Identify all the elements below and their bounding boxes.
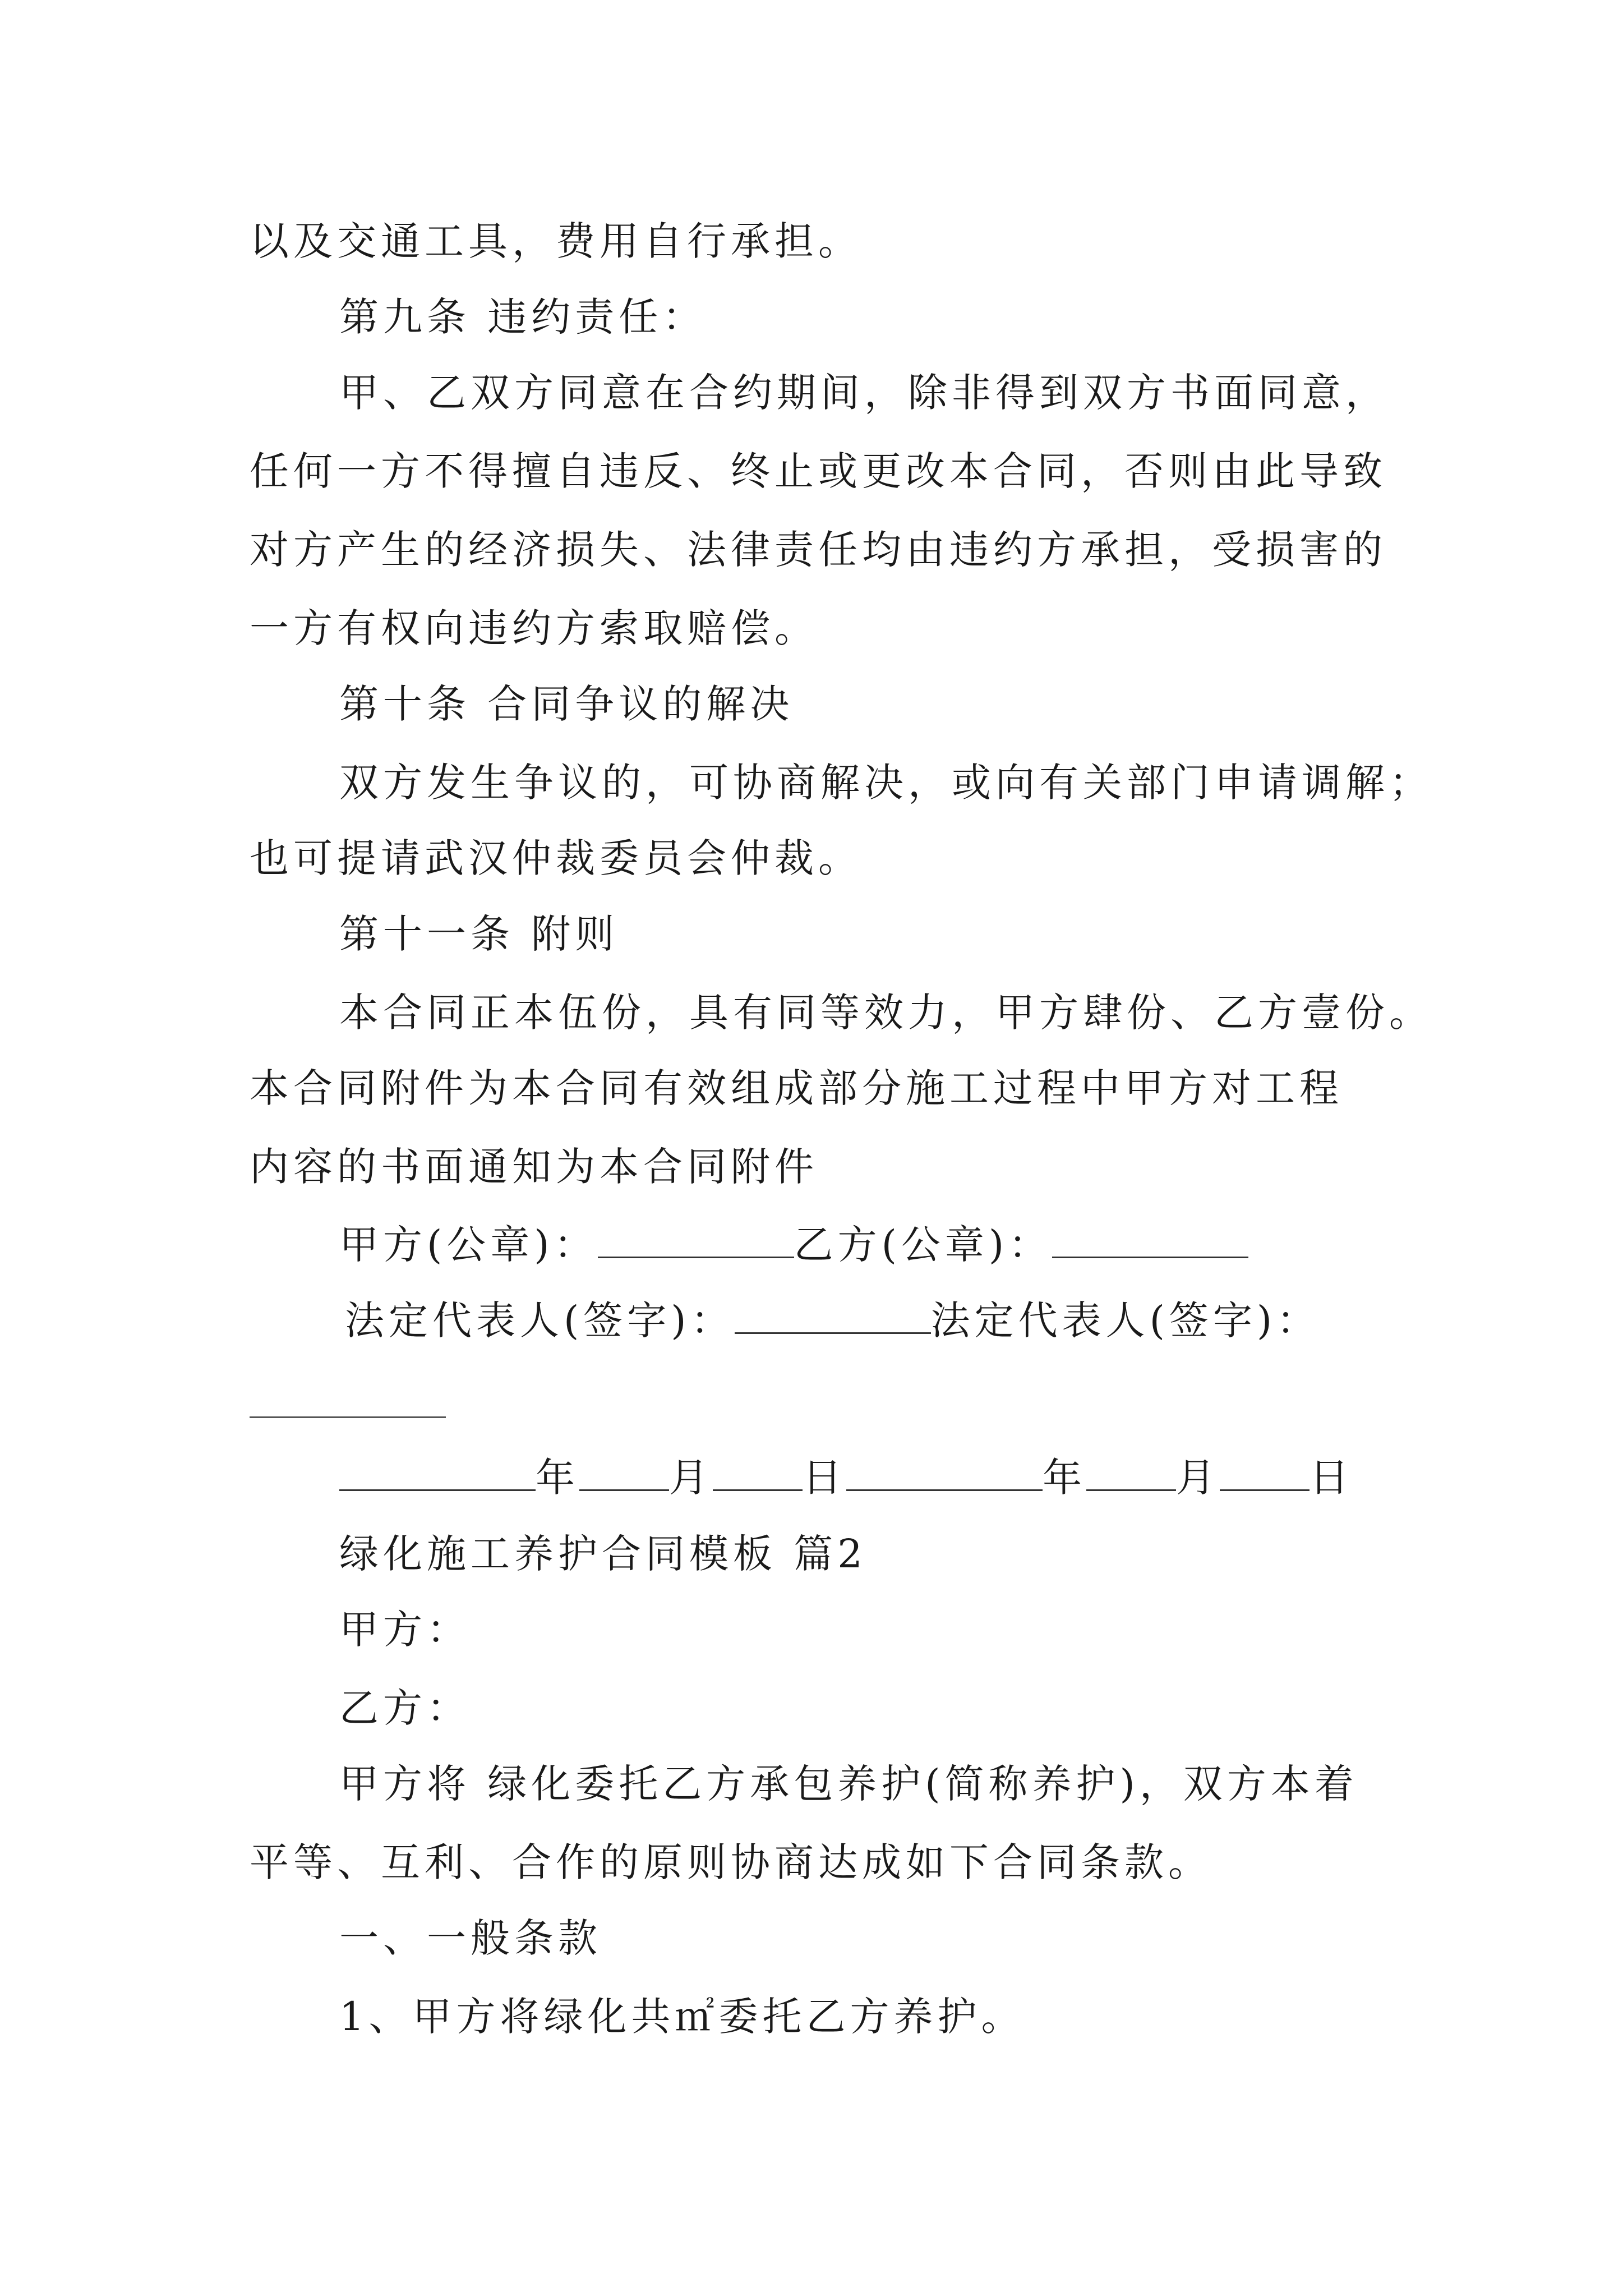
section-heading-10: 第十条 合同争议的解决 — [339, 681, 794, 727]
party-a-seal-blank — [598, 1223, 794, 1258]
year-blank-a — [339, 1456, 536, 1491]
party-a-label: 甲方： — [339, 1607, 471, 1653]
date-line — [339, 1455, 1353, 1501]
representative-line — [345, 1297, 1321, 1343]
text-line: 一方有权向违约方索取赔偿。 — [250, 605, 818, 651]
text-line: 内容的书面通知为本合同附件 — [250, 1144, 818, 1190]
party-b-seal-label: 乙方(公章)： — [794, 1222, 1053, 1268]
text-line: 以及交通工具，费用自行承担。 — [250, 218, 862, 264]
text-line: 本合同附件为本合同有效组成部分施工过程中甲方对工程 — [250, 1065, 1343, 1111]
party-a-seal-label: 甲方(公章)： — [339, 1222, 598, 1268]
text-line: 平等、互利、合作的原则协商达成如下合同条款。 — [250, 1839, 1212, 1885]
day-blank-b — [1220, 1456, 1310, 1491]
party-b-label: 乙方： — [339, 1685, 471, 1731]
party-b-rep-label: 法定代表人(签字)： — [930, 1297, 1321, 1343]
day-label-a: 日 — [803, 1455, 846, 1501]
party-b-rep-blank — [250, 1416, 446, 1418]
text-line: 也可提请武汉仲裁委员会仲裁。 — [250, 835, 862, 881]
text-line: 甲、乙双方同意在合约期间，除非得到双方书面同意， — [339, 370, 1389, 416]
section-heading-9: 第九条 违约责任： — [339, 294, 707, 340]
day-label-b: 日 — [1310, 1455, 1353, 1501]
text-line: 甲方将 绿化委托乙方承包养护(简称养护)，双方本着 — [339, 1761, 1358, 1807]
section-heading-11: 第十一条 附则 — [339, 911, 619, 957]
day-blank-a — [713, 1456, 803, 1491]
section-heading-general: 一、一般条款 — [339, 1915, 602, 1961]
text-line: 任何一方不得擅自违反、终止或更改本合同，否则由此导致 — [250, 448, 1387, 494]
month-blank-b — [1086, 1456, 1176, 1491]
month-label-b: 月 — [1176, 1455, 1220, 1501]
party-a-rep-blank — [735, 1299, 931, 1334]
month-blank-a — [579, 1456, 669, 1491]
seal-line — [339, 1222, 1248, 1268]
year-label-a: 年 — [536, 1455, 579, 1501]
text-line: 对方产生的经济损失、法律责任均由违约方承担，受损害的 — [250, 527, 1387, 573]
month-label-a: 月 — [669, 1455, 713, 1501]
party-a-rep-label: 法定代表人(签字)： — [345, 1297, 735, 1343]
year-blank-b — [846, 1456, 1043, 1491]
text-line: 双方发生争议的，可协商解决，或向有关部门申请调解； — [339, 760, 1433, 806]
text-line: 本合同正本伍份，具有同等效力，甲方肆份、乙方壹份。 — [339, 990, 1433, 1036]
year-label-b: 年 — [1043, 1455, 1086, 1501]
contract-title-part2: 绿化施工养护合同模板 篇2 — [339, 1531, 867, 1577]
text-line: 1、甲方将绿化共㎡委托乙方养护。 — [339, 1994, 1025, 2040]
party-b-seal-blank — [1052, 1223, 1248, 1258]
